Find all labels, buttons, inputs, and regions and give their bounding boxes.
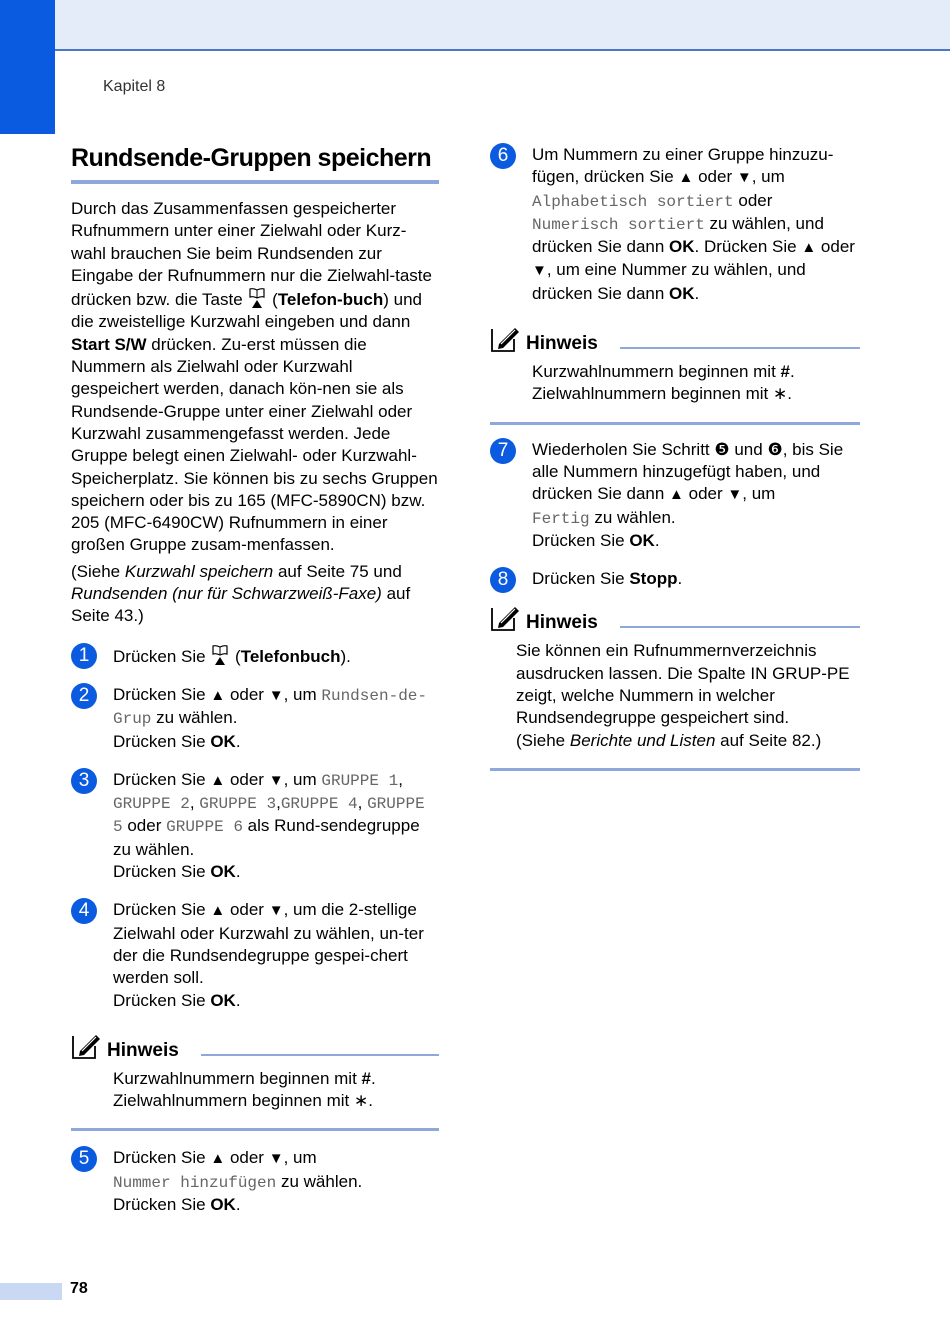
note-label: Hinweis	[526, 333, 598, 355]
up-arrow-icon: ▲	[801, 239, 817, 257]
down-arrow-icon: ▼	[532, 262, 547, 280]
phonebook-icon	[247, 287, 267, 309]
note-body: Kurzwahlnummern beginnen mit #. Zielwahlnummern beginnen mit ∗.	[113, 1068, 376, 1111]
step-number: 4	[71, 898, 97, 924]
note-body: Sie können ein Rufnummernverzeichnis ausdrucken lassen. Die Spalte IN GRUP-PE zeigt, welche Nummern in welcher Rundsendegruppe gespeichert sind. (Siehe Berichte und Listen auf Seite 82.)	[516, 641, 850, 750]
reference-paragraph: (Siehe Kurzwahl speichern auf Seite 75 und Rundsenden (nur für Schwarzweiß-Faxe) auf Seite 43.)	[71, 561, 411, 626]
down-arrow-icon: ▼	[268, 1150, 284, 1168]
up-arrow-icon: ▲	[669, 486, 684, 504]
note-box	[490, 325, 860, 425]
up-arrow-icon: ▲	[210, 1150, 226, 1168]
down-arrow-icon: ▼	[727, 486, 743, 504]
note-box	[71, 1032, 439, 1132]
menu-value: Fertig	[532, 509, 590, 528]
intro-paragraph: Durch das Zusammenfassen gespeicherter Rufnummern unter einer Zielwahl oder Kurz-wahl brauchen Sie beim Rundsenden zur Eingabe der Rufnummern nur die Zielwahl-taste drücken bzw. die Taste (Telefon-buch) und die zweistellige Kurzwahl eingeben und dann Start S/W drücken. Zu-erst müssen die Nummern als Zielwahl oder Kurzwahl gespeichert werden, danach kön-nen sie als Rundsende-Gruppe unter einer Zielwahl oder Kurzwahl zusammengefasst werden. Jede Gruppe belegt einen Zielwahl- oder Kurzwahl-Speicherplatz. Sie können bis zu sechs Gruppen speichern oder bis zu 165 (MFC-5890CN) bzw. 205 (MFC-6490CW) Rufnummern in einer großen Gruppe zusam-menfassen.	[71, 199, 438, 555]
phonebook-icon	[210, 644, 230, 666]
left-column	[71, 140, 439, 1216]
menu-value: Rundsen-de-Grup	[113, 686, 427, 729]
up-arrow-icon: ▲	[210, 902, 226, 920]
step-5: 5 Drücken Sie ▲ oder ▼, um Nummer hinzufügen zu wählen. Drücken Sie OK.	[71, 1147, 439, 1216]
header-band	[0, 0, 950, 51]
step-7: 7 Wiederholen Sie Schritt ❺ und ❻, bis Sie alle Nummern hinzugefügt haben, und drücken Sie dann ▲ oder ▼, um Fertig zu wählen. Drücken Sie OK.	[490, 439, 860, 552]
note-label: Hinweis	[107, 1039, 179, 1061]
step-number: 3	[71, 768, 97, 794]
down-arrow-icon: ▼	[268, 771, 284, 789]
step-number: 1	[71, 643, 97, 669]
step-number: 5	[71, 1146, 97, 1172]
note-rule	[620, 347, 860, 349]
note-rule	[201, 1054, 439, 1056]
note-pencil-icon	[71, 1032, 101, 1060]
down-arrow-icon: ▼	[268, 902, 284, 920]
step-6: 6 Um Nummern zu einer Gruppe hinzuzu-fügen, drücken Sie ▲ oder ▼, um Alphabetisch sortiert oder Numerisch sortiert zu wählen, und drücken Sie dann OK. Drücken Sie ▲ oder ▼, um eine Nummer zu wählen, und drücken Sie dann OK.	[490, 144, 860, 305]
step-8: 8 Drücken Sie Stopp.	[490, 568, 860, 590]
title-rule	[71, 180, 439, 184]
note-end-rule	[490, 422, 860, 425]
step-number: 6	[490, 143, 516, 169]
page-number-bar	[0, 1283, 62, 1300]
note-box	[490, 604, 860, 770]
note-end-rule	[490, 768, 860, 771]
step-1: 1 Drücken Sie (Telefonbuch).	[71, 644, 439, 668]
down-arrow-icon: ▼	[736, 169, 752, 187]
chapter-tab	[0, 0, 55, 134]
note-header	[490, 325, 860, 355]
step-number: 7	[490, 438, 516, 464]
up-arrow-icon: ▲	[210, 686, 226, 704]
up-arrow-icon: ▲	[210, 771, 226, 789]
up-arrow-icon: ▲	[678, 169, 694, 187]
note-pencil-icon	[490, 325, 520, 353]
step-2: 2 Drücken Sie ▲ oder ▼, um Rundsen-de-Grup zu wählen. Drücken Sie OK.	[71, 684, 439, 753]
page-number: 78	[70, 1280, 88, 1297]
note-rule	[620, 626, 860, 628]
chapter-label: Kapitel 8	[103, 78, 166, 95]
step-number: 8	[490, 567, 516, 593]
note-header	[490, 604, 860, 634]
step-number: 2	[71, 683, 97, 709]
right-column	[490, 140, 860, 771]
menu-value: Nummer hinzufügen	[113, 1173, 277, 1192]
note-end-rule	[71, 1128, 439, 1131]
note-header	[71, 1032, 439, 1062]
note-body: Kurzwahlnummern beginnen mit #. Zielwahlnummern beginnen mit ∗.	[532, 362, 795, 404]
note-label: Hinweis	[526, 612, 598, 634]
step-4: 4 Drücken Sie ▲ oder ▼, um die 2-stellige Zielwahl oder Kurzwahl zu wählen, un-ter der die Rundsendegruppe gespei-chert werden soll. Drücken Sie OK.	[71, 899, 439, 1011]
step-3: 3 Drücken Sie ▲ oder ▼, um GRUPPE 1, GRUPPE 2, GRUPPE 3,GRUPPE 4, GRUPPE 5 oder GRUPPE 6 als Rund-sendegruppe zu wählen. Drücken Sie OK.	[71, 769, 439, 883]
section-title: Rundsende-Gruppen speichern	[71, 144, 432, 172]
down-arrow-icon: ▼	[268, 686, 284, 704]
note-pencil-icon	[490, 604, 520, 632]
